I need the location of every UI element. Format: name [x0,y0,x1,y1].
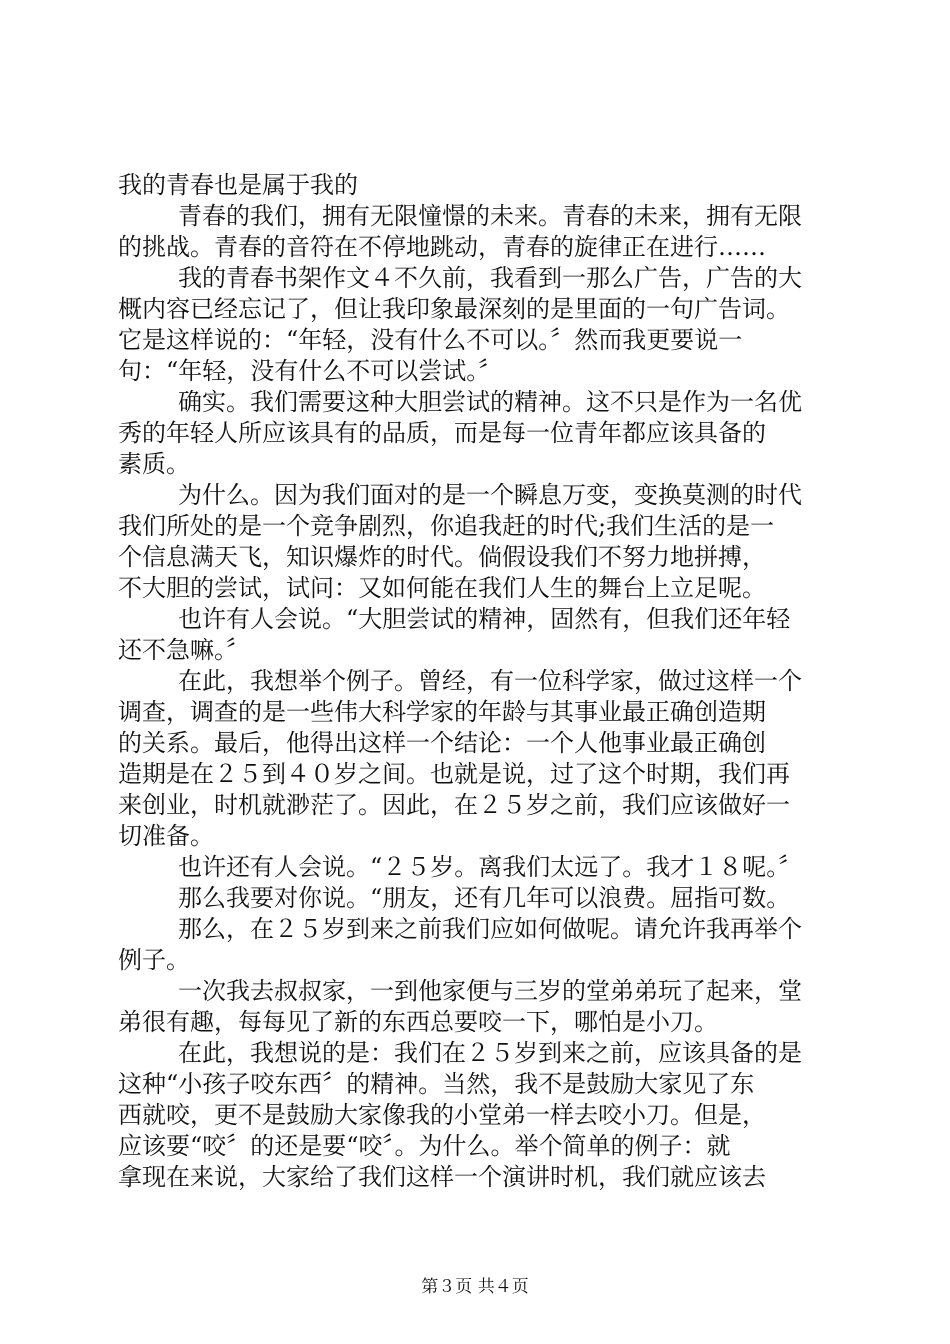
text-line: 调查，调查的是一些伟大科学家的年龄与其事业最正确创造期 [118,698,766,726]
text-line: 在此，我想举个例子。曾经，有一位科学家，做过这样一个 [178,667,802,695]
text-line: 的挑战。青春的音符在不停地跳动，青春的旋律正在进行…… [118,233,766,261]
text-line: 西就咬，更不是鼓励大家像我的小堂弟一样去咬小刀。但是， [118,1101,766,1129]
text-line: 这种“小孩子咬东西〞的精神。当然，我不是鼓励大家见了东 [118,1070,755,1098]
text-line: 造期是在２５到４０岁之间。也就是说，过了这个时期，我们再 [118,760,790,788]
text-line: 弟很有趣，每每见了新的东西总要咬一下，哪怕是小刀。 [118,1008,718,1036]
text-line: 青春的我们，拥有无限憧憬的未来。青春的未来，拥有无限 [178,202,802,230]
text-line: 一次我去叔叔家，一到他家便与三岁的堂弟弟玩了起来，堂 [178,977,802,1005]
text-line: 在此，我想说的是：我们在２５岁到来之前，应该具备的是 [178,1039,802,1067]
text-line: 还不急嘛。〞 [118,636,250,664]
text-line: 个信息满天飞，知识爆炸的时代。倘假设我们不努力地拼搏， [118,543,766,571]
text-line: 例子。 [118,946,190,974]
text-line: 切准备。 [118,822,214,850]
text-line: 句：“年轻，没有什么不可以尝试。〞 [118,357,503,385]
text-line: 为什么。因为我们面对的是一个瞬息万变，变换莫测的时代 [178,481,802,509]
text-line: 来创业，时机就渺茫了。因此，在２５岁之前，我们应该做好一 [118,791,790,819]
text-line: 那么我要对你说。“朋友，还有几年可以浪费。屈指可数。 [178,884,791,912]
text-line: 那么，在２５岁到来之前我们应如何做呢。请允许我再举个 [178,915,802,943]
text-line: 也许还有人会说。“２５岁。离我们太远了。我才１８呢。〞 [178,853,803,881]
page-footer: 第３页 共４页 [421,1277,529,1297]
text-line: 应该要“咬〞的还是要“咬〞。为什么。举个简单的例子：就 [118,1132,731,1160]
text-line: 我的青春书架作文４不久前，我看到一那么广告，广告的大 [178,264,802,292]
text-line: 秀的年轻人所应该具有的品质，而是每一位青年都应该具备的 [118,419,766,447]
text-line: 我们所处的是一个竞争剧烈，你追我赶的时代;我们生活的是一 [118,512,775,540]
text-line: 确实。我们需要这种大胆尝试的精神。这不只是作为一名优 [178,388,802,416]
document-title: 我的青春也是属于我的 [118,171,358,199]
text-line: 概内容已经忘记了，但让我印象最深刻的是里面的一句广告词。 [118,295,790,323]
text-line: 拿现在来说，大家给了我们这样一个演讲时机，我们就应该去 [118,1163,766,1191]
document-body [118,170,838,1193]
text-line: 也许有人会说。“大胆尝试的精神，固然有，但我们还年轻 [178,605,791,633]
text-line: 它是这样说的：“年轻，没有什么不可以。〞然而我更要说一 [118,326,743,354]
text-line: 素质。 [118,450,190,478]
text-line: 的关系。最后，他得出这样一个结论：一个人他事业最正确创 [118,729,766,757]
text-line: 不大胆的尝试，试问：又如何能在我们人生的舞台上立足呢。 [118,574,766,602]
